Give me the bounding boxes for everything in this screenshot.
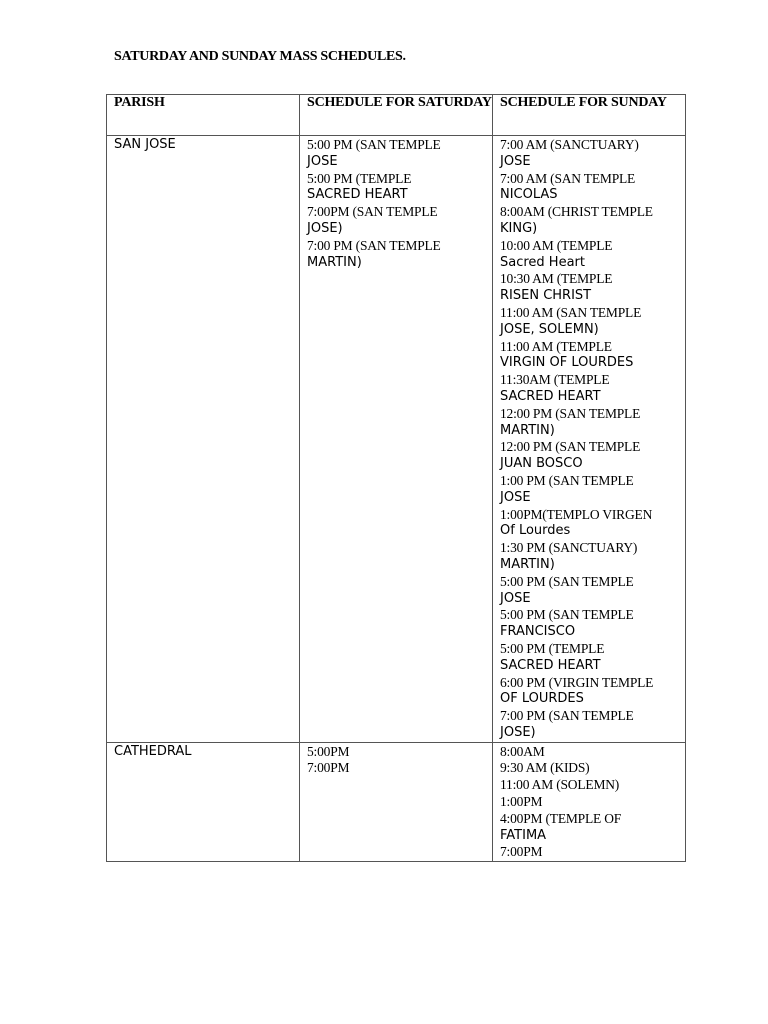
schedule-entry [500, 137, 685, 171]
schedule-entry-time: 5:00 PM (SAN TEMPLE [307, 137, 441, 152]
schedule-entry-location: JOSE, SOLEMN) [500, 321, 599, 337]
schedule-entry-time: 7:00 PM (SAN TEMPLE [307, 237, 441, 253]
schedule-entry-time: 5:00 PM (SAN TEMPLE [500, 573, 634, 589]
schedule-entry-location: SACRED HEART [500, 657, 601, 673]
schedule-entry [500, 811, 685, 845]
schedule-entry [500, 271, 685, 305]
schedule-entry-location: JOSE) [307, 220, 343, 236]
schedule-entry [500, 777, 685, 794]
schedule-entry-time: 5:00 PM (TEMPLE [307, 170, 412, 186]
table-header-row [107, 95, 686, 136]
saturday-cell [300, 136, 493, 743]
schedule-entry-time: 1:00 PM (SAN TEMPLE [500, 472, 634, 488]
schedule-entry-time: 5:00 PM (TEMPLE [500, 640, 605, 656]
schedule-entry [500, 305, 685, 339]
schedule-entry [500, 540, 685, 574]
schedule-entry-location: JOSE) [500, 724, 536, 740]
schedule-entry-time: 7:00 AM (SANCTUARY) [500, 137, 639, 152]
schedule-entry-location: JUAN BOSCO [500, 456, 583, 472]
schedule-entry-time: 8:00AM [500, 743, 545, 759]
schedule-entry [500, 744, 685, 761]
schedule-entry-location: Sacred Heart [500, 254, 585, 270]
schedule-entry [500, 574, 685, 608]
parish-cell [107, 742, 300, 862]
schedule-entry-time: 5:00 PM (SAN TEMPLE [500, 607, 634, 623]
table-row [107, 742, 686, 862]
schedule-entry [500, 607, 685, 641]
header-parish: PARISH [107, 95, 300, 136]
header-sunday: SCHEDULE FOR SUNDAY [493, 95, 686, 136]
schedule-entry [500, 507, 685, 541]
schedule-entry-location: SACRED HEART [307, 187, 408, 203]
parish-cell [107, 136, 300, 743]
saturday-schedule-list [307, 137, 492, 271]
schedule-entry-location: JOSE [500, 489, 531, 505]
sunday-cell [493, 136, 686, 743]
schedule-entry [500, 675, 685, 709]
schedule-entry-time: 12:00 PM (SAN TEMPLE [500, 439, 641, 455]
schedule-entry-time: 6:00 PM (VIRGIN TEMPLE [500, 674, 654, 690]
schedule-entry [500, 641, 685, 675]
schedule-entry-location: FATIMA [500, 827, 547, 843]
schedule-entry [307, 760, 492, 777]
schedule-entry-time: 5:00PM [307, 743, 350, 759]
schedule-entry [500, 473, 685, 507]
sunday-schedule-list [500, 137, 685, 742]
schedule-entry [500, 794, 685, 811]
schedule-entry-time: 10:00 AM (TEMPLE [500, 237, 613, 253]
table-body [107, 136, 686, 862]
schedule-entry [307, 238, 492, 272]
schedule-entry [307, 171, 492, 205]
schedule-entry-time: 11:00 AM (SAN TEMPLE [500, 304, 642, 320]
schedule-entry [500, 204, 685, 238]
schedule-entry-time: 7:00PM [500, 844, 543, 860]
document-title: SATURDAY AND SUNDAY MASS SCHEDULES. [114, 49, 406, 64]
schedule-entry-location: JOSE [500, 590, 531, 606]
schedule-entry-location: FRANCISCO [500, 624, 576, 640]
schedule-entry [500, 439, 685, 473]
schedule-entry-location: OF LOURDES [500, 691, 584, 707]
schedule-entry-location: NICOLAS [500, 187, 558, 203]
schedule-entry-location: JOSE [500, 153, 531, 169]
mass-schedule-table [106, 94, 686, 862]
schedule-entry-location: MARTIN) [500, 556, 555, 572]
schedule-entry [500, 708, 685, 742]
schedule-entry-time: 7:00PM (SAN TEMPLE [307, 204, 438, 220]
schedule-entry [500, 406, 685, 440]
schedule-entry [500, 238, 685, 272]
schedule-entry [500, 760, 685, 777]
schedule-entry [500, 844, 685, 861]
schedule-entry-location: MARTIN) [500, 422, 555, 438]
schedule-entry-time: 1:30 PM (SANCTUARY) [500, 540, 638, 556]
schedule-entry-time: 7:00 PM (SAN TEMPLE [500, 708, 634, 724]
schedule-entry-time: 4:00PM (TEMPLE OF [500, 810, 622, 826]
schedule-entry-location: MARTIN) [307, 254, 362, 270]
schedule-entry-location: SACRED HEART [500, 388, 601, 404]
schedule-entry [307, 204, 492, 238]
schedule-entry-time: 1:00PM(TEMPLO VIRGEN [500, 506, 653, 522]
table-row [107, 136, 686, 743]
schedule-entry-time: 11:30AM (TEMPLE [500, 372, 610, 388]
schedule-entry-location: KING) [500, 220, 538, 236]
sunday-cell [493, 742, 686, 862]
schedule-entry-time: 1:00PM [500, 794, 543, 810]
parish-name: CATHEDRAL [114, 743, 192, 759]
schedule-entry [307, 137, 492, 171]
schedule-entry-location: VIRGIN OF LOURDES [500, 355, 634, 371]
schedule-entry-time: 9:30 AM (KIDS) [500, 760, 590, 776]
schedule-entry-time: 7:00PM [307, 760, 350, 776]
schedule-entry-time: 10:30 AM (TEMPLE [500, 271, 613, 287]
schedule-entry-location: JOSE [307, 153, 338, 169]
schedule-entry-location: Of Lourdes [500, 523, 571, 539]
parish-name: SAN JOSE [114, 137, 176, 152]
header-saturday: SCHEDULE FOR SATURDAY [300, 95, 493, 136]
schedule-entry-time: 8:00AM (CHRIST TEMPLE [500, 204, 653, 220]
schedule-entry [500, 372, 685, 406]
schedule-entry-time: 11:00 AM (SOLEMN) [500, 777, 620, 793]
schedule-entry [500, 171, 685, 205]
schedule-entry-time: 12:00 PM (SAN TEMPLE [500, 405, 641, 421]
schedule-entry-time: 7:00 AM (SAN TEMPLE [500, 170, 636, 186]
schedule-entry [307, 744, 492, 761]
saturday-schedule-list [307, 744, 492, 778]
sunday-schedule-list [500, 744, 685, 862]
schedule-entry-location: RISEN CHRIST [500, 288, 592, 304]
schedule-entry-time: 11:00 AM (TEMPLE [500, 338, 612, 354]
saturday-cell [300, 742, 493, 862]
schedule-entry [500, 339, 685, 373]
